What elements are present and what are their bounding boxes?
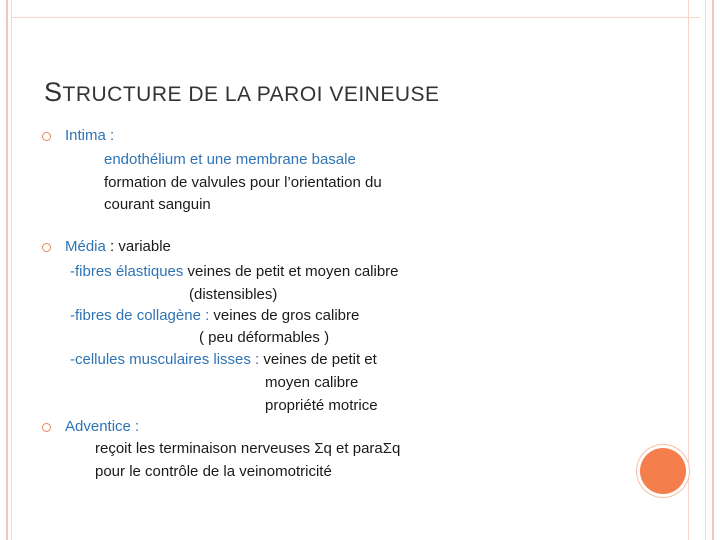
adventice-heading: Adventice :: [65, 418, 140, 435]
media-fibres-elastiques: [70, 263, 399, 281]
media-heading-rest: : variable: [105, 238, 171, 255]
adventice-line-1: reçoit les terminaison nerveuses Σq et paraΣq: [95, 440, 401, 457]
intima-line-1: endothélium et une membrane basale: [104, 151, 356, 168]
frame-top-line: [12, 17, 700, 18]
frame-right-line: [688, 0, 689, 540]
intima-heading: Intima :: [65, 127, 115, 144]
bullet-adventice-icon: [42, 423, 51, 432]
intima-line-2: formation de valvules pour l’orientation du: [104, 174, 382, 191]
slide-title: [44, 77, 440, 108]
cellules-musculaires-label: -cellules musculaires lisses :: [70, 351, 260, 368]
media-propriete-motrice: propriété motrice: [265, 397, 378, 414]
media-heading: [65, 238, 171, 256]
media-moyen-calibre: moyen calibre: [265, 374, 359, 391]
media-cellules-musculaires: [70, 351, 377, 369]
media-distensibles: (distensibles): [189, 286, 278, 303]
adventice-line-2: pour le contrôle de la veinomotricité: [95, 463, 332, 480]
media-peu-deformables: ( peu déformables ): [199, 329, 330, 346]
frame-right-inner-line: [705, 0, 706, 540]
frame-left-inner-line: [11, 0, 12, 540]
title-first-letter: S: [44, 77, 63, 107]
title-rest: TRUCTURE DE LA PAROI VEINEUSE: [62, 83, 440, 106]
media-heading-label: Média: [65, 238, 106, 255]
fibres-elastiques-desc: veines de petit et moyen calibre: [183, 263, 399, 280]
fibres-collagene-desc: veines de gros calibre: [209, 307, 360, 324]
media-fibres-collagene: [70, 307, 359, 325]
decorative-circle: [640, 448, 686, 494]
bullet-intima-icon: [42, 132, 51, 141]
fibres-elastiques-label: -fibres élastiques: [70, 263, 184, 280]
cellules-musculaires-desc: veines de petit et: [259, 351, 377, 368]
frame-left-line: [6, 0, 8, 540]
intima-line-3: courant sanguin: [104, 196, 211, 213]
bullet-media-icon: [42, 243, 51, 252]
fibres-collagene-label: -fibres de collagène :: [70, 307, 210, 324]
frame-right-outer-line: [712, 0, 714, 540]
